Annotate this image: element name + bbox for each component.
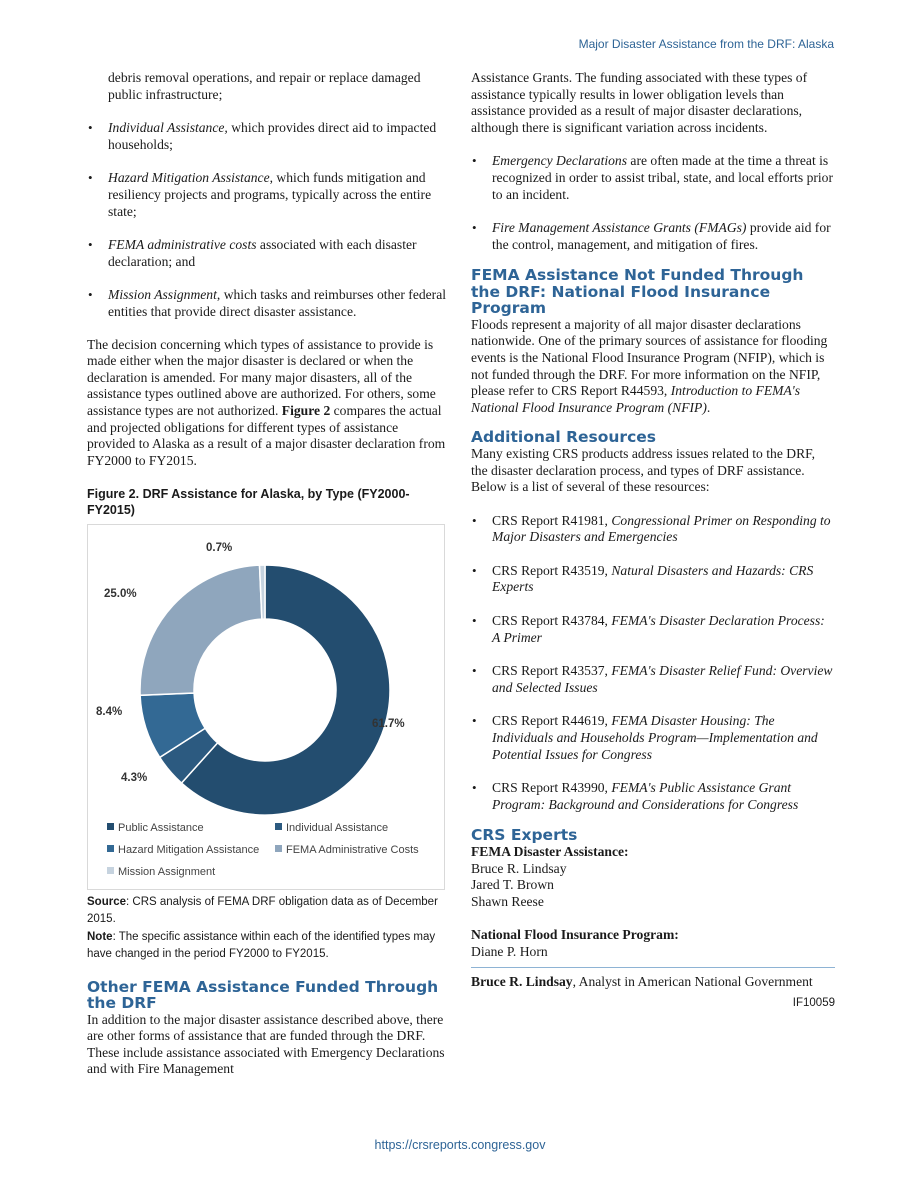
data-label: 8.4% <box>96 706 123 719</box>
decision-paragraph: The decision concerning which types of assistance to provide is made either when the major disaster is declared or when the declaration is amended. For many major disasters, all of the assistance types outlined above are authorized. For others, some assistance types are not authorized. Figure 2 compares the actual and projected obligations for different types of assistance provided to Alaska as a result of a major disaster declaration from FY2000 to FY2015. <box>87 336 446 468</box>
legend-swatch <box>107 867 114 874</box>
nfip-heading: FEMA Assistance Not Funded Through the DRF: National Flood Insurance Program <box>471 266 804 318</box>
continued-paragraph: Assistance Grants. The funding associated with these types of assistance typically results in lower obligation levels than assistance provided as a result of major disaster declarations, although there is significant variation across incidents. <box>471 70 808 135</box>
legend-swatch <box>275 823 282 830</box>
list-item[interactable]: • CRS Report R44619, FEMA Disaster Housing: The Individuals and Households Program—Implementation and Potential Issues for Congress <box>471 713 835 763</box>
figure-note: Note: The specific assistance within each of the identified types may have changed in the period FY2000 to FY2015. <box>87 931 436 961</box>
list-item[interactable]: • CRS Report R43519, Natural Disasters and Hazards: CRS Experts <box>471 563 835 596</box>
list-item[interactable]: • CRS Report R43990, FEMA's Public Assistance Grant Program: Background and Considerations for Congress <box>471 780 835 813</box>
report-list <box>471 513 835 814</box>
expert-name: Jared T. Brown <box>471 877 554 893</box>
data-label: 61.7% <box>372 718 405 731</box>
legend-label: Hazard Mitigation Assistance <box>118 844 260 857</box>
nfip-paragraph: Floods represent a majority of all major disaster declarations nationwide. One of the primary sources of assistance for flooding events is the National Flood Insurance Program (NFIP), which is not funded through the DRF. For more information on the NFIP, please refer to CRS Report R44593, Introduction to FEMA's National Flood Insurance Program (NFIP). <box>471 316 828 415</box>
other-assistance-heading: Other FEMA Assistance Funded Through the DRF <box>87 977 439 1013</box>
data-label: 0.7% <box>206 542 233 555</box>
figure-ref[interactable]: Figure 2 <box>281 402 331 418</box>
expert-name: Diane P. Horn <box>471 943 548 959</box>
additional-resources-heading: Additional Resources <box>471 428 657 447</box>
list-item[interactable]: • CRS Report R43537, FEMA's Disaster Relief Fund: Overview and Selected Issues <box>471 663 835 696</box>
footer-url[interactable]: https://crsreports.congress.gov <box>374 1138 546 1152</box>
data-label: 25.0% <box>104 588 137 601</box>
right-column <box>471 70 835 1012</box>
list-item: • Individual Assistance, which provides direct aid to impacted households; <box>87 120 449 153</box>
product-code: IF10059 <box>792 997 835 1010</box>
figure-source: Source: CRS analysis of FEMA DRF obligation data as of December 2015. <box>87 896 438 925</box>
list-item: • Hazard Mitigation Assistance, which funds mitigation and resiliency projects and programs, typically across the entire state; <box>87 170 449 220</box>
legend-label: Individual Assistance <box>286 822 389 835</box>
figure-title: Figure 2. DRF Assistance for Alaska, by Type (FY2000-FY2015) <box>87 487 410 518</box>
left-column <box>87 70 449 1078</box>
crs-experts-heading: CRS Experts <box>471 826 578 845</box>
chart-svg <box>88 525 444 889</box>
legend-label: Public Assistance <box>118 822 204 835</box>
nfip-experts-label: National Flood Insurance Program: <box>471 927 679 943</box>
nfip-report-link[interactable]: Introduction to FEMA's National Flood Insurance Program (NFIP) <box>471 383 800 415</box>
list-item[interactable]: • CRS Report R43784, FEMA's Disaster Declaration Process: A Primer <box>471 613 835 646</box>
legend-label: Mission Assignment <box>118 866 216 879</box>
assistance-type-list <box>87 120 449 320</box>
legend-swatch <box>275 845 282 852</box>
list-item: • FEMA administrative costs associated with each disaster declaration; and <box>87 237 449 270</box>
legend-swatch <box>107 845 114 852</box>
list-item[interactable]: • CRS Report R41981, Congressional Primer on Responding to Major Disasters and Emergencies <box>471 513 835 546</box>
fema-experts-label: FEMA Disaster Assistance: <box>471 843 629 859</box>
continued-list-text: debris removal operations, and repair or replace damaged public infrastructure; <box>108 70 421 102</box>
list-item: • Fire Management Assistance Grants (FMAGs) provide aid for the control, management, and mitigation of fires. <box>471 220 835 253</box>
running-header: Major Disaster Assistance from the DRF: Alaska <box>578 37 834 51</box>
list-item: • Emergency Declarations are often made at the time a threat is recognized in order to assist tribal, state, and local efforts prior to an incident. <box>471 153 835 203</box>
other-assistance-list <box>471 153 835 253</box>
donut-chart <box>87 524 445 890</box>
expert-name: Bruce R. Lindsay <box>471 860 567 876</box>
list-item: • Mission Assignment, which tasks and reimburses other federal entities that provide direct disaster assistance. <box>87 287 449 320</box>
author-line: Bruce R. Lindsay, Analyst in American National Government <box>471 974 813 990</box>
slice-fema-administrative-costs <box>140 565 262 695</box>
data-label: 4.3% <box>121 772 148 785</box>
resources-intro: Many existing CRS products address issues related to the DRF, the disaster declaration process, and types of DRF assistance. Below is a list of several of these resources: <box>471 445 816 495</box>
author-divider <box>471 967 835 968</box>
legend-label: FEMA Administrative Costs <box>286 844 419 857</box>
other-assistance-paragraph: In addition to the major disaster assistance described above, there are other forms of assistance that are funded through the DRF. These include assistance associated with Emergency Declarations and with Fire Management <box>87 1011 445 1077</box>
legend-swatch <box>107 823 114 830</box>
expert-name: Shawn Reese <box>471 893 544 909</box>
